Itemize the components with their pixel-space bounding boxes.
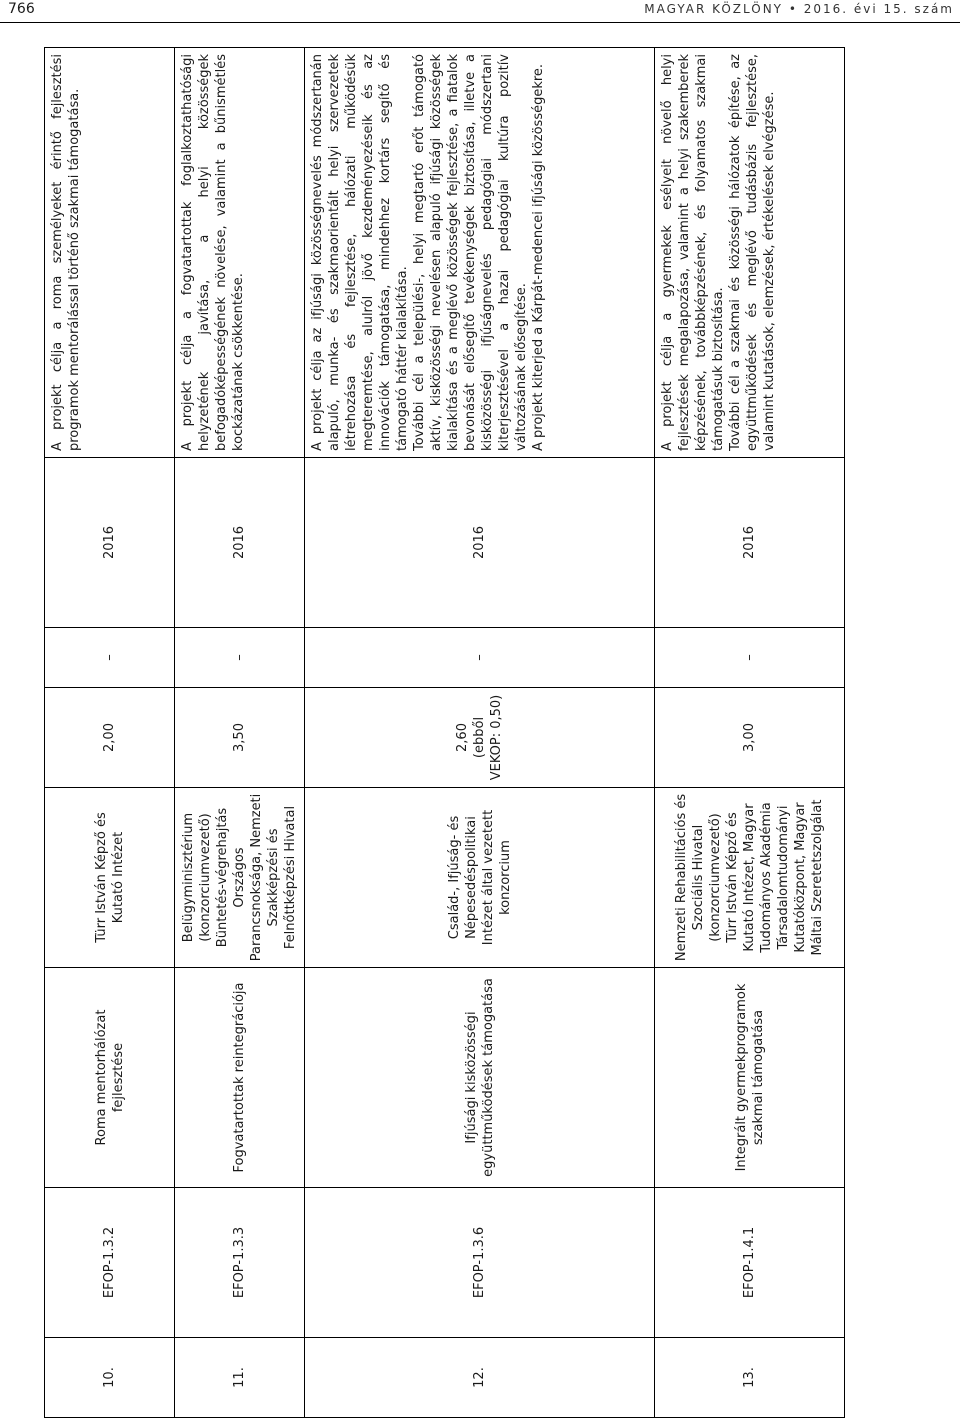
rotated-table-container xyxy=(44,48,844,1418)
beneficiary xyxy=(175,788,305,968)
description xyxy=(655,48,845,458)
description xyxy=(45,48,175,458)
beneficiary-line: Büntetés-végrehajtás Országos Parancsnoksága, Nemzeti Szakképzési és Felnőttképzési Hivatal xyxy=(215,793,298,962)
beneficiary xyxy=(45,788,175,968)
row-number: 12. xyxy=(305,1338,655,1418)
page-number: 766 xyxy=(8,1,35,17)
row-number: 13. xyxy=(655,1338,845,1418)
beneficiary-line: Türr István Képző és Kutató Intézet xyxy=(93,812,126,943)
dash: – xyxy=(305,628,655,688)
amount-line: 2,00 xyxy=(102,723,117,752)
table-body xyxy=(45,48,845,1418)
description-para: A projekt célja a gyermekek esélyeit növelő helyi fejlesztések megalapozása, valamint a helyi szakemberek képzésének, továbbképzésének, és folyamatos szakmai támogatásuk biztosítása. xyxy=(660,54,726,451)
row-number: 11. xyxy=(175,1338,305,1418)
amount xyxy=(655,688,845,788)
description xyxy=(175,48,305,458)
year: 2016 xyxy=(655,458,845,628)
header-rule xyxy=(0,22,960,23)
project-title: Ifjúsági kisközösségi együttműködések támogatása xyxy=(305,968,655,1188)
project-table xyxy=(44,47,845,1418)
amount-line: 2,60 xyxy=(455,723,470,752)
table-row xyxy=(305,48,655,1418)
description-para: A projekt célja az ifjúsági közösségnevelés módszertanán alapuló, munka- és szakmaorientált helyi szervezetek létrehozása és fejlesztése, hálózati működésük megteremtése, alulról jövő kezdeményezéseik és az innovációk támogatása, mindehhez kortárs segítő és támogató háttér kialakítása. xyxy=(310,54,410,451)
row-number: 10. xyxy=(45,1338,175,1418)
beneficiary-line: Nemzeti Rehabilitációs és Szociális Hivatal (konzorciumvezető) xyxy=(674,793,723,962)
amount-line: (ebből xyxy=(472,716,487,759)
dash: – xyxy=(655,628,845,688)
table-row xyxy=(45,48,175,1418)
dash: – xyxy=(175,628,305,688)
beneficiary-line: Belügyminisztérium (konzorciumvezető) xyxy=(181,812,213,943)
year: 2016 xyxy=(305,458,655,628)
dash: – xyxy=(45,628,175,688)
project-title: Fogvatartottak reintegrációja xyxy=(175,968,305,1188)
beneficiary-line: Család-, Ifjúság- és Népesedéspolitikai Intézet által vezetett konzorcium xyxy=(446,809,513,946)
project-code: EFOP-1.3.6 xyxy=(305,1188,655,1338)
amount xyxy=(45,688,175,788)
amount-line: VEKOP: 0,50) xyxy=(489,694,504,781)
beneficiary xyxy=(655,788,845,968)
description-para: A projekt kiterjed a Kárpát-medencei ifjúsági közösségekre. xyxy=(531,63,546,451)
project-code: EFOP-1.3.2 xyxy=(45,1188,175,1338)
description-para: A projekt célja a roma személyeket érintő fejlesztési programok mentorálással történő szakmai támogatása. xyxy=(50,54,82,451)
year: 2016 xyxy=(175,458,305,628)
year: 2016 xyxy=(45,458,175,628)
page-header xyxy=(0,0,960,22)
beneficiary-line: Türr István Képző és Kutató Intézet, Magyar Tudományos Akadémia Társadalomtudományi Kutatóközpont, Magyar Máltai Szeretetszolgálat xyxy=(725,799,825,956)
amount xyxy=(175,688,305,788)
table-row xyxy=(175,48,305,1418)
project-code: EFOP-1.3.3 xyxy=(175,1188,305,1338)
project-title: Integrált gyermekprogramok szakmai támogatása xyxy=(655,968,845,1188)
description-para: További cél a települési-, helyi megtartó erőt támogató aktív, kisközösségi nevelésen alapuló ifjúsági közösségek kialakítása és a meglévő közösségek fejlesztése, a fiatalok bevonását elősegítő tevékenységek biztosítása, illetve a kisközösségi ifjúságnevelés pedagógiai módszertani kiterjesztésével a hazai pedagógiai kultúra pozitív változásának elősegítése. xyxy=(412,54,529,451)
project-code: EFOP-1.4.1 xyxy=(655,1188,845,1338)
amount xyxy=(305,688,655,788)
table-row xyxy=(655,48,845,1418)
description-para: A projekt célja a fogvatartottak foglalkoztathatósági helyzetének javítása, a helyi közösségek befogadóképességének növelése, valamint a bűnismétlés kockázatának csökkentése. xyxy=(180,54,246,451)
project-title: Roma mentorhálózat fejlesztése xyxy=(45,968,175,1188)
amount-line: 3,50 xyxy=(232,723,247,752)
beneficiary xyxy=(305,788,655,968)
journal-title: MAGYAR KÖZLÖNY • 2016. évi 15. szám xyxy=(644,2,954,16)
description xyxy=(305,48,655,458)
amount-line: 3,00 xyxy=(742,723,757,752)
description-para: További cél a szakmai és közösségi hálózatok építése, az együttműködések és meglévő tudásbázis fejlesztése, valamint kutatások, elemzések, értékelések elvégzése. xyxy=(728,54,777,451)
